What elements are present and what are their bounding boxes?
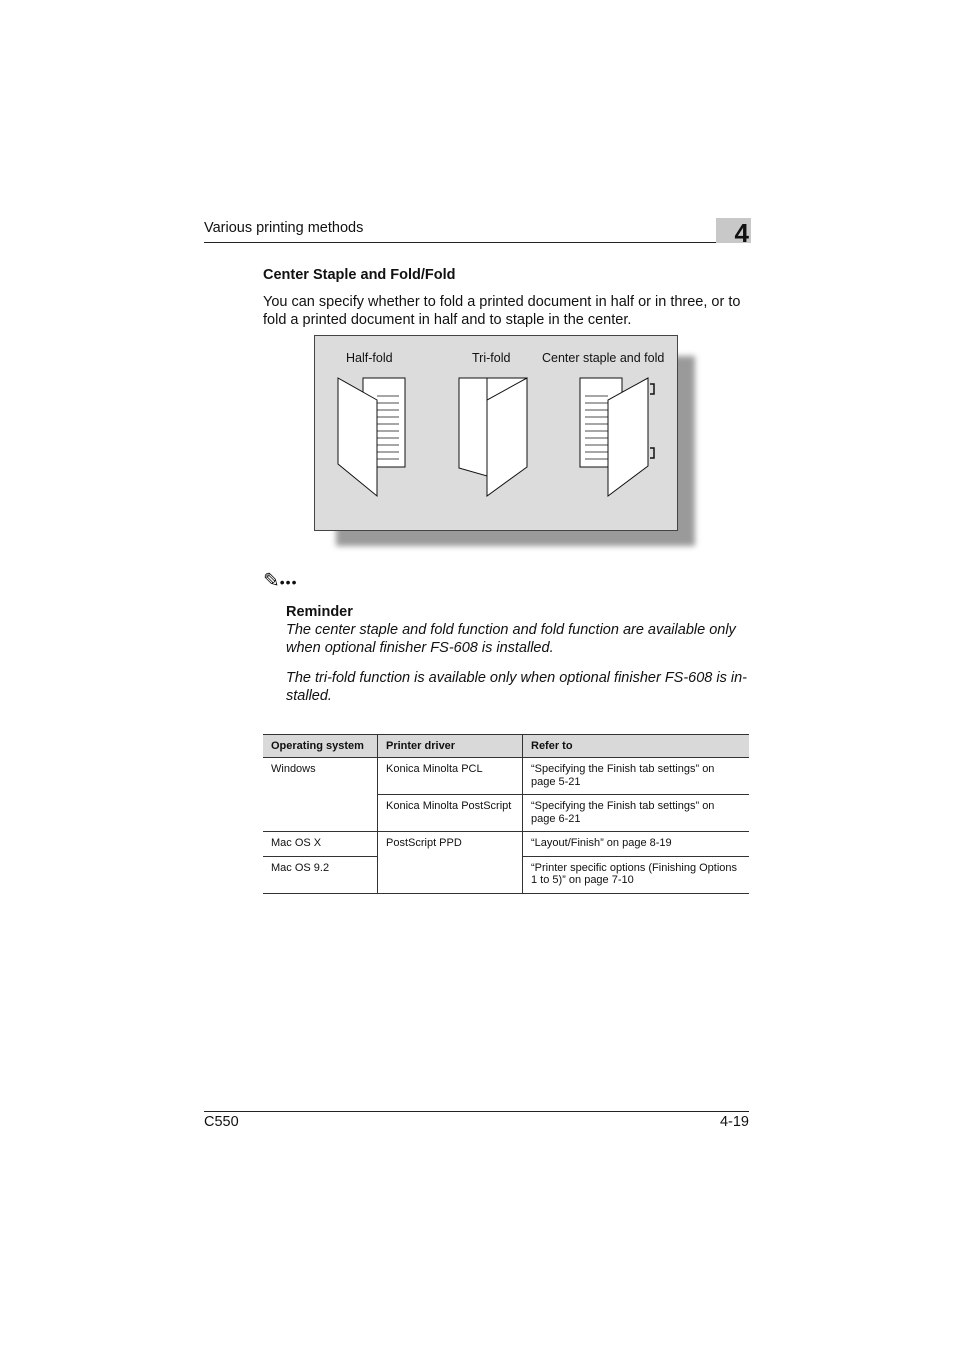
reminder-title: Reminder bbox=[286, 604, 353, 620]
table-cell-driver: PostScript PPD bbox=[378, 832, 523, 894]
reminder-paragraph: The tri-fold function is available only when optional finisher FS-608 is in-stalled. bbox=[286, 670, 748, 704]
reminder-paragraph: The center staple and fold function and fold function are available only when optional finisher FS-608 is installed. bbox=[286, 622, 736, 656]
table-cell-refer: “Specifying the Finish tab settings” on page 5-21 bbox=[523, 758, 750, 795]
figure-label-half-fold: Half-fold bbox=[346, 351, 393, 365]
table-cell-driver: Konica Minolta PCL bbox=[378, 758, 523, 795]
figure-label-tri-fold: Tri-fold bbox=[472, 351, 511, 365]
center-staple-fold-drawing bbox=[580, 378, 654, 496]
table-cell-refer: “Specifying the Finish tab settings” on page 6-21 bbox=[523, 795, 750, 832]
header-divider bbox=[204, 242, 716, 243]
table-cell-os: Mac OS 9.2 bbox=[263, 856, 378, 893]
table-header-row bbox=[263, 735, 749, 758]
column-header: Printer driver bbox=[378, 735, 523, 758]
intro-paragraph: You can specify whether to fold a printed document in half or in three, or to fold a printed document in half and to staple in the center. bbox=[263, 294, 741, 328]
running-header: Various printing methods bbox=[204, 220, 364, 236]
table-row bbox=[263, 758, 749, 795]
chapter-number: 4 bbox=[734, 218, 749, 248]
section-title: Center Staple and Fold/Fold bbox=[263, 267, 456, 283]
tri-fold-drawing bbox=[459, 378, 527, 496]
table-cell-os: Windows bbox=[263, 758, 378, 832]
table-cell-refer: “Printer specific options (Finishing Options 1 to 5)” on page 7-10 bbox=[523, 856, 750, 893]
half-fold-drawing bbox=[338, 378, 405, 496]
footer-model: C550 bbox=[204, 1114, 239, 1130]
footer-divider bbox=[204, 1111, 749, 1112]
table-cell-driver: Konica Minolta PostScript bbox=[378, 795, 523, 832]
table-cell-os: Mac OS X bbox=[263, 832, 378, 857]
figure-label-center-staple-fold: Center staple and fold bbox=[542, 351, 665, 365]
fold-diagram bbox=[315, 336, 677, 530]
reference-table bbox=[263, 734, 749, 894]
column-header: Operating system bbox=[263, 735, 378, 758]
table-row bbox=[263, 832, 749, 857]
table-cell-refer: “Layout/Finish” on page 8-19 bbox=[523, 832, 750, 857]
pencil-note-icon: ✎••• bbox=[263, 570, 298, 592]
column-header: Refer to bbox=[523, 735, 750, 758]
fold-illustration bbox=[314, 335, 678, 531]
chapter-tab bbox=[716, 218, 751, 248]
page-number: 4-19 bbox=[719, 1114, 749, 1130]
